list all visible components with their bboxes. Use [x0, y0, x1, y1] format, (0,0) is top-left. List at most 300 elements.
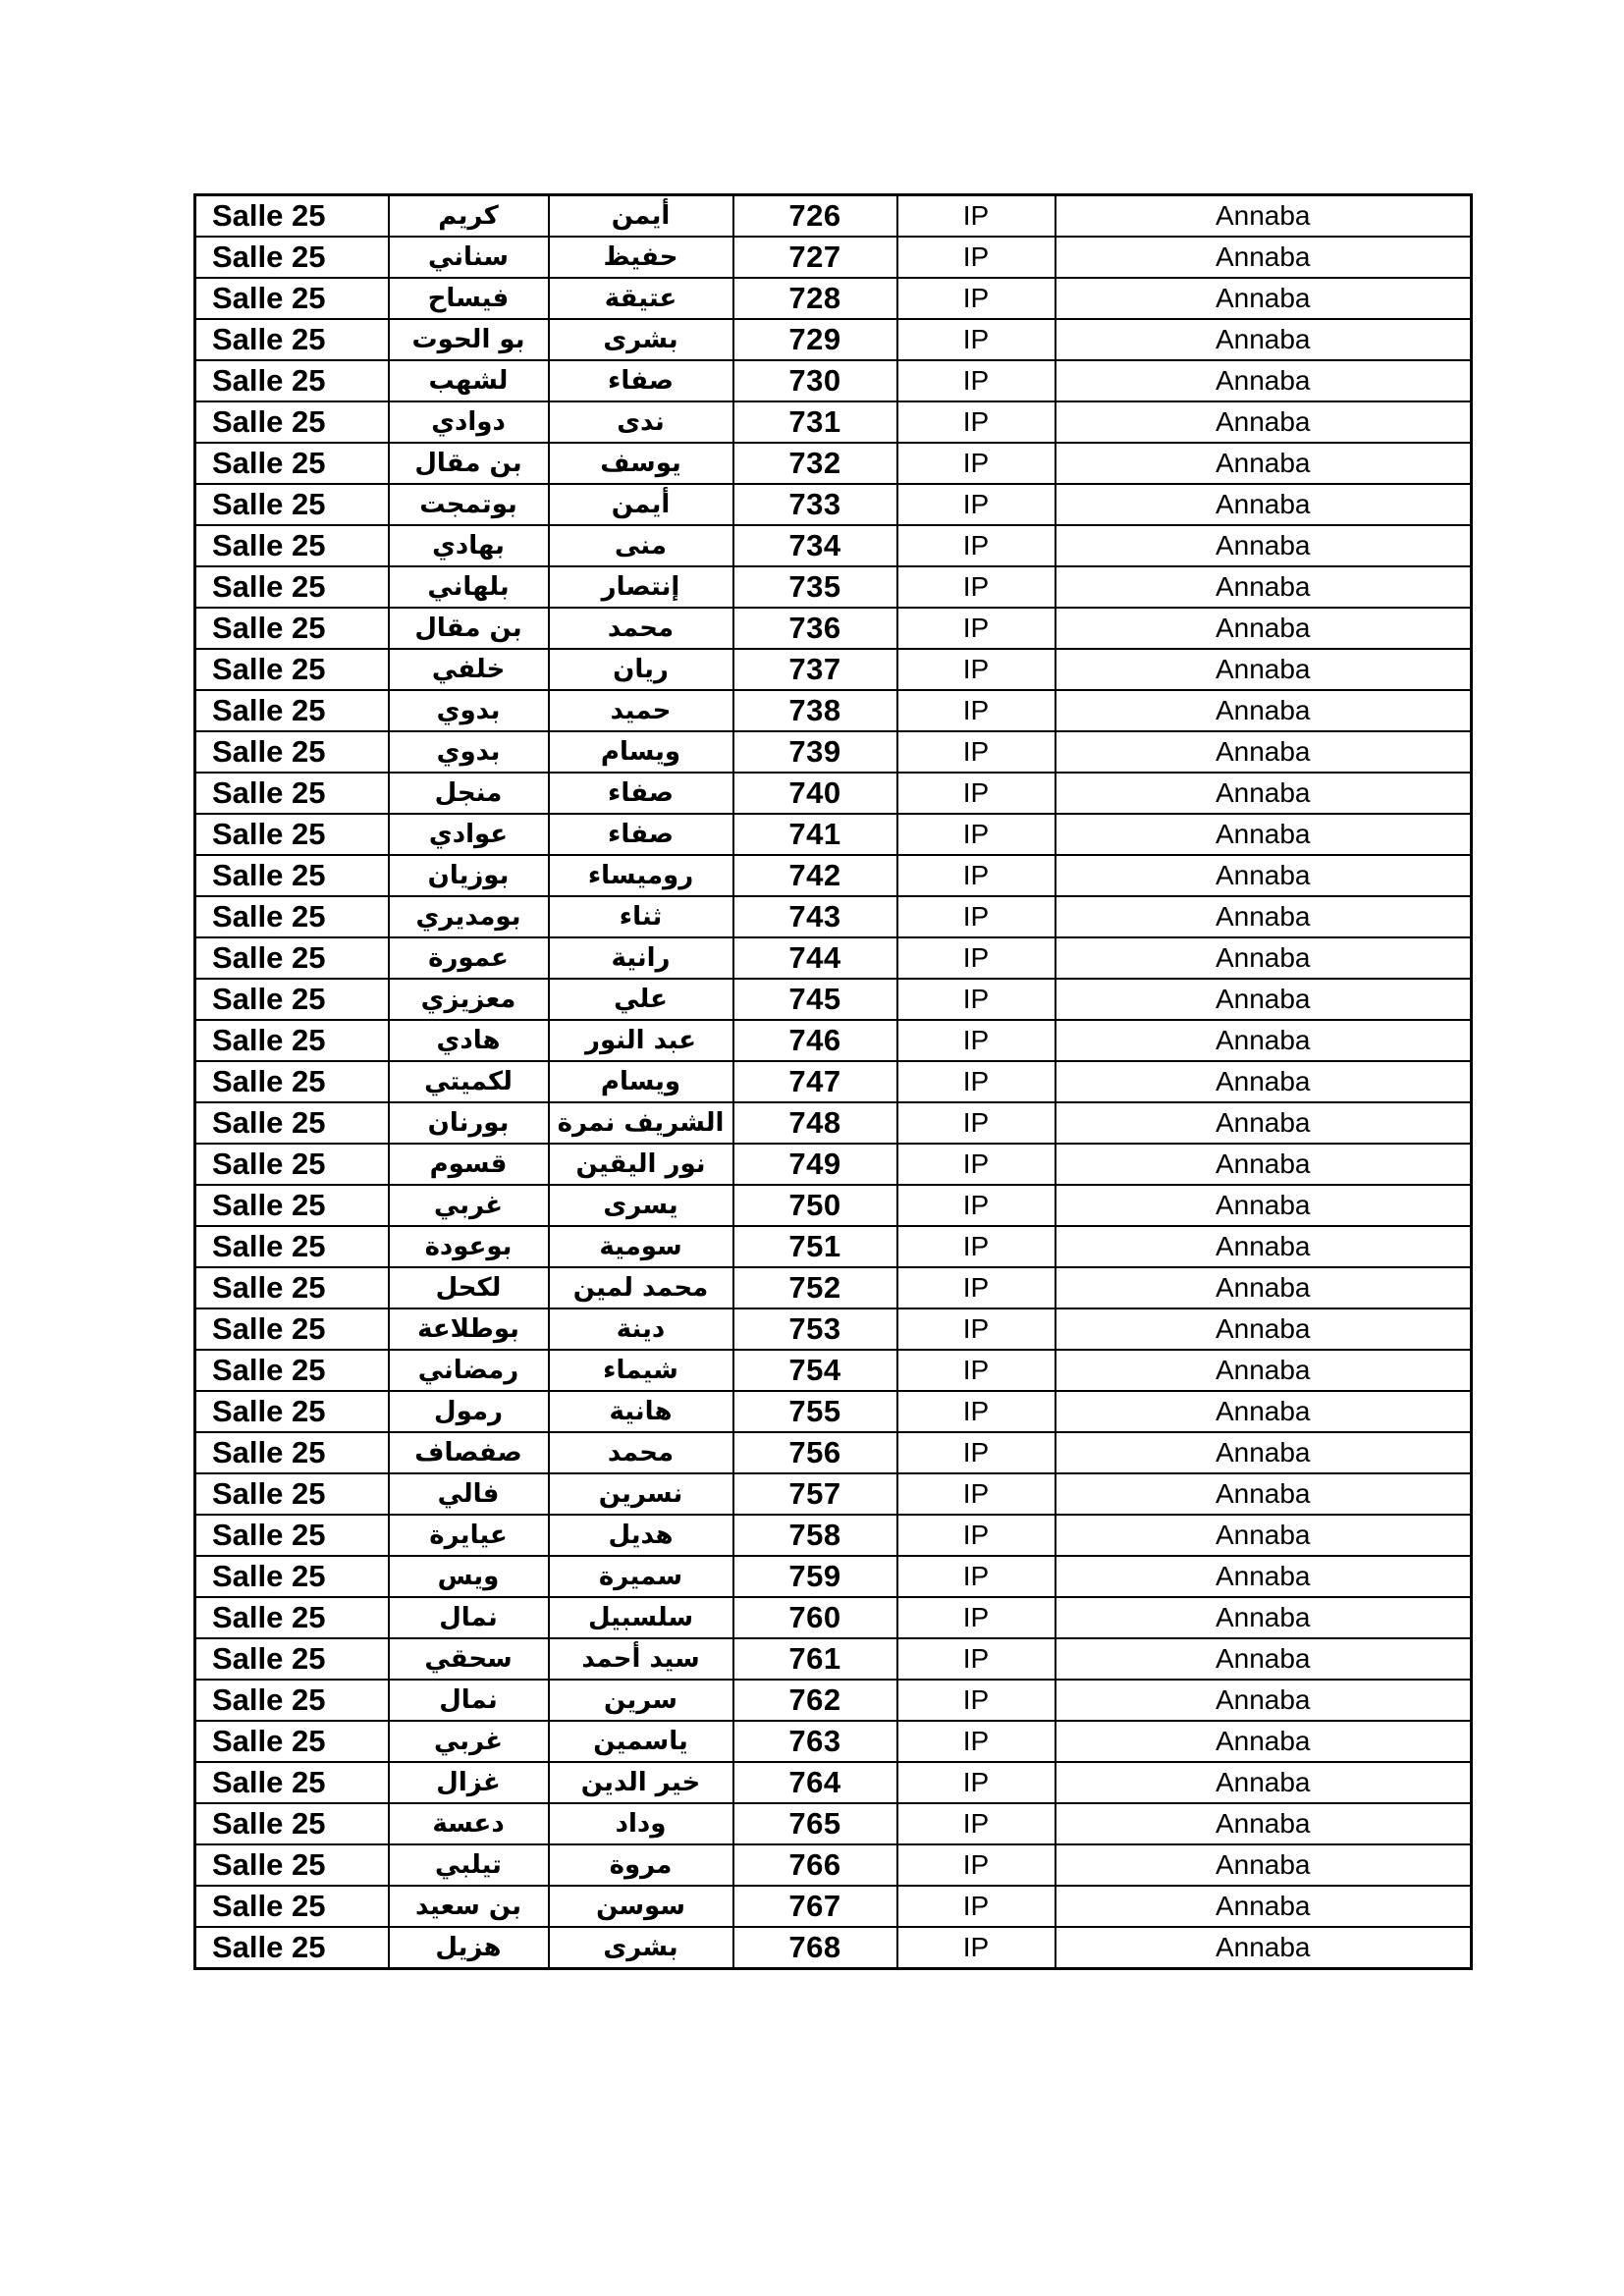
- table-row: [195, 1886, 1472, 1927]
- type-cell: IP: [897, 731, 1056, 773]
- candidate-number-cell: 764: [733, 1762, 897, 1803]
- first-name-cell: سميرة: [549, 1556, 733, 1597]
- city-cell: Annaba: [1056, 1061, 1472, 1102]
- room-cell: Salle 25: [195, 855, 389, 896]
- last-name-cell: صفصاف: [389, 1432, 549, 1473]
- room-cell: Salle 25: [195, 1102, 389, 1144]
- first-name-cell: ريان: [549, 649, 733, 690]
- table-row: [195, 814, 1472, 855]
- last-name-cell: بن مقال: [389, 608, 549, 649]
- candidate-number-cell: 766: [733, 1844, 897, 1886]
- table-row: [195, 1680, 1472, 1721]
- type-cell: IP: [897, 773, 1056, 814]
- city-cell: Annaba: [1056, 1308, 1472, 1350]
- room-cell: Salle 25: [195, 525, 389, 566]
- type-cell: IP: [897, 979, 1056, 1020]
- first-name-cell: سلسبيل: [549, 1597, 733, 1638]
- type-cell: IP: [897, 1391, 1056, 1432]
- city-cell: Annaba: [1056, 1144, 1472, 1185]
- candidate-number-cell: 732: [733, 443, 897, 484]
- room-cell: Salle 25: [195, 690, 389, 731]
- first-name-cell: رانية: [549, 937, 733, 979]
- type-cell: IP: [897, 649, 1056, 690]
- table-row: [195, 566, 1472, 608]
- city-cell: Annaba: [1056, 319, 1472, 360]
- last-name-cell: بوتمجت: [389, 484, 549, 525]
- city-cell: Annaba: [1056, 195, 1472, 238]
- candidate-number-cell: 742: [733, 855, 897, 896]
- first-name-cell: نور اليقين: [549, 1144, 733, 1185]
- first-name-cell: هانية: [549, 1391, 733, 1432]
- candidate-number-cell: 754: [733, 1350, 897, 1391]
- last-name-cell: سحقي: [389, 1638, 549, 1680]
- type-cell: IP: [897, 1020, 1056, 1061]
- last-name-cell: لشهب: [389, 360, 549, 401]
- city-cell: Annaba: [1056, 690, 1472, 731]
- table-row: [195, 1350, 1472, 1391]
- first-name-cell: روميساء: [549, 855, 733, 896]
- type-cell: IP: [897, 1927, 1056, 1969]
- last-name-cell: لكميتي: [389, 1061, 549, 1102]
- candidate-number-cell: 767: [733, 1886, 897, 1927]
- last-name-cell: نمال: [389, 1680, 549, 1721]
- candidate-number-cell: 747: [733, 1061, 897, 1102]
- city-cell: Annaba: [1056, 1638, 1472, 1680]
- candidate-number-cell: 757: [733, 1473, 897, 1515]
- first-name-cell: يسرى: [549, 1185, 733, 1226]
- last-name-cell: غربي: [389, 1721, 549, 1762]
- type-cell: IP: [897, 237, 1056, 278]
- last-name-cell: بورنان: [389, 1102, 549, 1144]
- first-name-cell: دينة: [549, 1308, 733, 1350]
- last-name-cell: بدوي: [389, 731, 549, 773]
- type-cell: IP: [897, 1844, 1056, 1886]
- last-name-cell: بوعودة: [389, 1226, 549, 1267]
- candidate-table: [193, 193, 1473, 1970]
- type-cell: IP: [897, 1144, 1056, 1185]
- city-cell: Annaba: [1056, 1432, 1472, 1473]
- table-row: [195, 1391, 1472, 1432]
- type-cell: IP: [897, 278, 1056, 319]
- room-cell: Salle 25: [195, 979, 389, 1020]
- candidate-number-cell: 740: [733, 773, 897, 814]
- last-name-cell: سناني: [389, 237, 549, 278]
- room-cell: Salle 25: [195, 731, 389, 773]
- first-name-cell: محمد: [549, 608, 733, 649]
- candidate-number-cell: 730: [733, 360, 897, 401]
- city-cell: Annaba: [1056, 237, 1472, 278]
- candidate-number-cell: 738: [733, 690, 897, 731]
- room-cell: Salle 25: [195, 649, 389, 690]
- last-name-cell: ويس: [389, 1556, 549, 1597]
- table-row: [195, 1844, 1472, 1886]
- candidate-number-cell: 752: [733, 1267, 897, 1308]
- table-row: [195, 1927, 1472, 1969]
- first-name-cell: بشرى: [549, 319, 733, 360]
- first-name-cell: ياسمين: [549, 1721, 733, 1762]
- type-cell: IP: [897, 690, 1056, 731]
- table-row: [195, 937, 1472, 979]
- table-row: [195, 1515, 1472, 1556]
- last-name-cell: لكحل: [389, 1267, 549, 1308]
- type-cell: IP: [897, 1762, 1056, 1803]
- room-cell: Salle 25: [195, 1886, 389, 1927]
- table-row: [195, 690, 1472, 731]
- city-cell: Annaba: [1056, 1226, 1472, 1267]
- table-row: [195, 1803, 1472, 1844]
- candidate-number-cell: 765: [733, 1803, 897, 1844]
- city-cell: Annaba: [1056, 608, 1472, 649]
- city-cell: Annaba: [1056, 1927, 1472, 1969]
- last-name-cell: فيساح: [389, 278, 549, 319]
- city-cell: Annaba: [1056, 525, 1472, 566]
- room-cell: Salle 25: [195, 1432, 389, 1473]
- candidate-number-cell: 737: [733, 649, 897, 690]
- first-name-cell: سيد أحمد: [549, 1638, 733, 1680]
- last-name-cell: خلفي: [389, 649, 549, 690]
- table-row: [195, 896, 1472, 937]
- candidate-number-cell: 745: [733, 979, 897, 1020]
- table-row: [195, 731, 1472, 773]
- type-cell: IP: [897, 1638, 1056, 1680]
- type-cell: IP: [897, 443, 1056, 484]
- candidate-table-body: [195, 195, 1472, 1969]
- last-name-cell: بدوي: [389, 690, 549, 731]
- table-row: [195, 1721, 1472, 1762]
- last-name-cell: رمضاني: [389, 1350, 549, 1391]
- first-name-cell: خير الدين: [549, 1762, 733, 1803]
- city-cell: Annaba: [1056, 649, 1472, 690]
- room-cell: Salle 25: [195, 1144, 389, 1185]
- candidate-number-cell: 750: [733, 1185, 897, 1226]
- candidate-number-cell: 761: [733, 1638, 897, 1680]
- city-cell: Annaba: [1056, 1267, 1472, 1308]
- city-cell: Annaba: [1056, 979, 1472, 1020]
- table-row: [195, 319, 1472, 360]
- last-name-cell: بومديري: [389, 896, 549, 937]
- first-name-cell: صفاء: [549, 814, 733, 855]
- type-cell: IP: [897, 1515, 1056, 1556]
- city-cell: Annaba: [1056, 855, 1472, 896]
- room-cell: Salle 25: [195, 608, 389, 649]
- city-cell: Annaba: [1056, 1886, 1472, 1927]
- city-cell: Annaba: [1056, 1597, 1472, 1638]
- last-name-cell: هزيل: [389, 1927, 549, 1969]
- room-cell: Salle 25: [195, 773, 389, 814]
- table-row: [195, 360, 1472, 401]
- first-name-cell: نسرين: [549, 1473, 733, 1515]
- last-name-cell: عيايرة: [389, 1515, 549, 1556]
- last-name-cell: بن مقال: [389, 443, 549, 484]
- type-cell: IP: [897, 1803, 1056, 1844]
- city-cell: Annaba: [1056, 1473, 1472, 1515]
- table-row: [195, 1432, 1472, 1473]
- first-name-cell: ويسام: [549, 731, 733, 773]
- last-name-cell: معزيزي: [389, 979, 549, 1020]
- type-cell: IP: [897, 1267, 1056, 1308]
- type-cell: IP: [897, 1556, 1056, 1597]
- first-name-cell: حفيظ: [549, 237, 733, 278]
- last-name-cell: بهادي: [389, 525, 549, 566]
- type-cell: IP: [897, 1308, 1056, 1350]
- city-cell: Annaba: [1056, 937, 1472, 979]
- candidate-number-cell: 736: [733, 608, 897, 649]
- room-cell: Salle 25: [195, 1844, 389, 1886]
- type-cell: IP: [897, 1886, 1056, 1927]
- table-row: [195, 649, 1472, 690]
- candidate-number-cell: 741: [733, 814, 897, 855]
- first-name-cell: الشريف نمرة: [549, 1102, 733, 1144]
- candidate-number-cell: 731: [733, 401, 897, 443]
- city-cell: Annaba: [1056, 1391, 1472, 1432]
- last-name-cell: عمورة: [389, 937, 549, 979]
- type-cell: IP: [897, 1680, 1056, 1721]
- first-name-cell: هديل: [549, 1515, 733, 1556]
- candidate-number-cell: 762: [733, 1680, 897, 1721]
- first-name-cell: مروة: [549, 1844, 733, 1886]
- table-row: [195, 1144, 1472, 1185]
- first-name-cell: ندى: [549, 401, 733, 443]
- candidate-number-cell: 760: [733, 1597, 897, 1638]
- room-cell: Salle 25: [195, 566, 389, 608]
- room-cell: Salle 25: [195, 484, 389, 525]
- last-name-cell: غزال: [389, 1762, 549, 1803]
- room-cell: Salle 25: [195, 195, 389, 238]
- room-cell: Salle 25: [195, 401, 389, 443]
- table-row: [195, 979, 1472, 1020]
- candidate-number-cell: 755: [733, 1391, 897, 1432]
- type-cell: IP: [897, 1350, 1056, 1391]
- table-row: [195, 1556, 1472, 1597]
- first-name-cell: وداد: [549, 1803, 733, 1844]
- last-name-cell: هادي: [389, 1020, 549, 1061]
- city-cell: Annaba: [1056, 1844, 1472, 1886]
- first-name-cell: إنتصار: [549, 566, 733, 608]
- city-cell: Annaba: [1056, 1515, 1472, 1556]
- type-cell: IP: [897, 1597, 1056, 1638]
- type-cell: IP: [897, 401, 1056, 443]
- first-name-cell: صفاء: [549, 360, 733, 401]
- table-row: [195, 484, 1472, 525]
- last-name-cell: قسوم: [389, 1144, 549, 1185]
- first-name-cell: سوسن: [549, 1886, 733, 1927]
- table-row: [195, 1061, 1472, 1102]
- city-cell: Annaba: [1056, 1556, 1472, 1597]
- city-cell: Annaba: [1056, 1185, 1472, 1226]
- room-cell: Salle 25: [195, 1226, 389, 1267]
- table-row: [195, 1020, 1472, 1061]
- last-name-cell: تيلبي: [389, 1844, 549, 1886]
- candidate-number-cell: 751: [733, 1226, 897, 1267]
- type-cell: IP: [897, 896, 1056, 937]
- first-name-cell: منى: [549, 525, 733, 566]
- type-cell: IP: [897, 1185, 1056, 1226]
- room-cell: Salle 25: [195, 1308, 389, 1350]
- table-row: [195, 1762, 1472, 1803]
- room-cell: Salle 25: [195, 1061, 389, 1102]
- type-cell: IP: [897, 814, 1056, 855]
- first-name-cell: عتيقة: [549, 278, 733, 319]
- last-name-cell: دعسة: [389, 1803, 549, 1844]
- city-cell: Annaba: [1056, 1350, 1472, 1391]
- first-name-cell: ثناء: [549, 896, 733, 937]
- first-name-cell: محمد لمين: [549, 1267, 733, 1308]
- room-cell: Salle 25: [195, 814, 389, 855]
- room-cell: Salle 25: [195, 1473, 389, 1515]
- first-name-cell: أيمن: [549, 195, 733, 238]
- table-row: [195, 608, 1472, 649]
- last-name-cell: بو الحوت: [389, 319, 549, 360]
- city-cell: Annaba: [1056, 731, 1472, 773]
- room-cell: Salle 25: [195, 360, 389, 401]
- city-cell: Annaba: [1056, 1721, 1472, 1762]
- candidate-number-cell: 746: [733, 1020, 897, 1061]
- city-cell: Annaba: [1056, 1102, 1472, 1144]
- first-name-cell: شيماء: [549, 1350, 733, 1391]
- room-cell: Salle 25: [195, 1391, 389, 1432]
- room-cell: Salle 25: [195, 443, 389, 484]
- table-row: [195, 278, 1472, 319]
- candidate-number-cell: 768: [733, 1927, 897, 1969]
- room-cell: Salle 25: [195, 1020, 389, 1061]
- first-name-cell: علي: [549, 979, 733, 1020]
- room-cell: Salle 25: [195, 1515, 389, 1556]
- table-row: [195, 1185, 1472, 1226]
- first-name-cell: عبد النور: [549, 1020, 733, 1061]
- city-cell: Annaba: [1056, 1803, 1472, 1844]
- city-cell: Annaba: [1056, 1020, 1472, 1061]
- type-cell: IP: [897, 1432, 1056, 1473]
- last-name-cell: بوطلاعة: [389, 1308, 549, 1350]
- candidate-number-cell: 756: [733, 1432, 897, 1473]
- room-cell: Salle 25: [195, 237, 389, 278]
- room-cell: Salle 25: [195, 1185, 389, 1226]
- table-row: [195, 1597, 1472, 1638]
- city-cell: Annaba: [1056, 896, 1472, 937]
- candidate-number-cell: 728: [733, 278, 897, 319]
- type-cell: IP: [897, 1061, 1056, 1102]
- type-cell: IP: [897, 1473, 1056, 1515]
- table-row: [195, 401, 1472, 443]
- candidate-number-cell: 758: [733, 1515, 897, 1556]
- room-cell: Salle 25: [195, 937, 389, 979]
- room-cell: Salle 25: [195, 1680, 389, 1721]
- table-row: [195, 1308, 1472, 1350]
- type-cell: IP: [897, 1226, 1056, 1267]
- city-cell: Annaba: [1056, 484, 1472, 525]
- candidate-number-cell: 763: [733, 1721, 897, 1762]
- first-name-cell: صفاء: [549, 773, 733, 814]
- type-cell: IP: [897, 566, 1056, 608]
- type-cell: IP: [897, 360, 1056, 401]
- candidate-number-cell: 734: [733, 525, 897, 566]
- candidate-number-cell: 759: [733, 1556, 897, 1597]
- last-name-cell: منجل: [389, 773, 549, 814]
- room-cell: Salle 25: [195, 1267, 389, 1308]
- first-name-cell: أيمن: [549, 484, 733, 525]
- last-name-cell: فالي: [389, 1473, 549, 1515]
- room-cell: Salle 25: [195, 319, 389, 360]
- type-cell: IP: [897, 855, 1056, 896]
- table-row: [195, 195, 1472, 238]
- room-cell: Salle 25: [195, 278, 389, 319]
- last-name-cell: بلهاني: [389, 566, 549, 608]
- room-cell: Salle 25: [195, 896, 389, 937]
- last-name-cell: دوادي: [389, 401, 549, 443]
- type-cell: IP: [897, 525, 1056, 566]
- city-cell: Annaba: [1056, 814, 1472, 855]
- room-cell: Salle 25: [195, 1597, 389, 1638]
- room-cell: Salle 25: [195, 1556, 389, 1597]
- city-cell: Annaba: [1056, 566, 1472, 608]
- city-cell: Annaba: [1056, 443, 1472, 484]
- last-name-cell: غربي: [389, 1185, 549, 1226]
- type-cell: IP: [897, 195, 1056, 238]
- city-cell: Annaba: [1056, 1680, 1472, 1721]
- type-cell: IP: [897, 1721, 1056, 1762]
- table-row: [195, 855, 1472, 896]
- city-cell: Annaba: [1056, 360, 1472, 401]
- first-name-cell: ويسام: [549, 1061, 733, 1102]
- table-row: [195, 1638, 1472, 1680]
- table-row: [195, 1102, 1472, 1144]
- table-row: [195, 1226, 1472, 1267]
- city-cell: Annaba: [1056, 401, 1472, 443]
- type-cell: IP: [897, 937, 1056, 979]
- table-row: [195, 443, 1472, 484]
- candidate-number-cell: 726: [733, 195, 897, 238]
- candidate-number-cell: 743: [733, 896, 897, 937]
- table-row: [195, 1473, 1472, 1515]
- candidate-number-cell: 733: [733, 484, 897, 525]
- candidate-number-cell: 753: [733, 1308, 897, 1350]
- candidate-number-cell: 748: [733, 1102, 897, 1144]
- last-name-cell: كريم: [389, 195, 549, 238]
- candidate-number-cell: 735: [733, 566, 897, 608]
- room-cell: Salle 25: [195, 1927, 389, 1969]
- first-name-cell: محمد: [549, 1432, 733, 1473]
- table-row: [195, 773, 1472, 814]
- room-cell: Salle 25: [195, 1350, 389, 1391]
- last-name-cell: بن سعيد: [389, 1886, 549, 1927]
- candidate-number-cell: 729: [733, 319, 897, 360]
- first-name-cell: يوسف: [549, 443, 733, 484]
- room-cell: Salle 25: [195, 1721, 389, 1762]
- city-cell: Annaba: [1056, 1762, 1472, 1803]
- last-name-cell: بوزيان: [389, 855, 549, 896]
- last-name-cell: رمول: [389, 1391, 549, 1432]
- first-name-cell: حميد: [549, 690, 733, 731]
- candidate-number-cell: 749: [733, 1144, 897, 1185]
- type-cell: IP: [897, 484, 1056, 525]
- type-cell: IP: [897, 1102, 1056, 1144]
- last-name-cell: نمال: [389, 1597, 549, 1638]
- type-cell: IP: [897, 608, 1056, 649]
- candidate-number-cell: 727: [733, 237, 897, 278]
- table-row: [195, 1267, 1472, 1308]
- first-name-cell: سرين: [549, 1680, 733, 1721]
- last-name-cell: عوادي: [389, 814, 549, 855]
- table-row: [195, 237, 1472, 278]
- first-name-cell: سومية: [549, 1226, 733, 1267]
- city-cell: Annaba: [1056, 773, 1472, 814]
- type-cell: IP: [897, 319, 1056, 360]
- city-cell: Annaba: [1056, 278, 1472, 319]
- candidate-number-cell: 744: [733, 937, 897, 979]
- room-cell: Salle 25: [195, 1762, 389, 1803]
- room-cell: Salle 25: [195, 1803, 389, 1844]
- room-cell: Salle 25: [195, 1638, 389, 1680]
